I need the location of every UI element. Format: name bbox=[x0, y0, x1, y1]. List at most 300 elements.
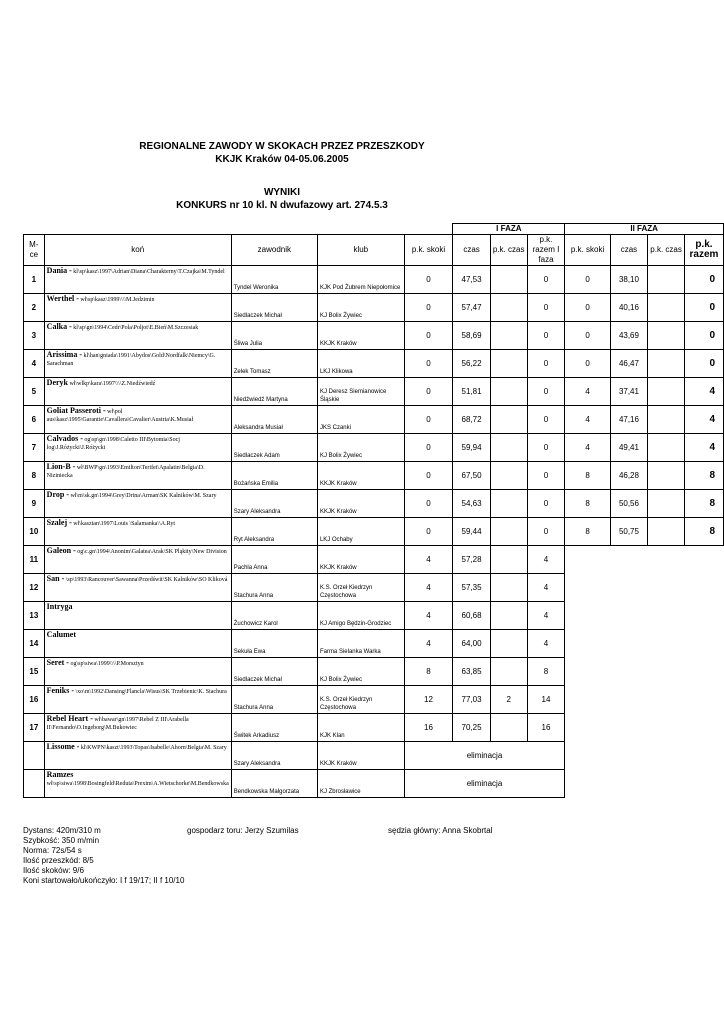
col-zawodnik: zawodnik bbox=[231, 235, 317, 266]
pk-razem-faza-cell: 4 bbox=[527, 546, 565, 574]
pk-skoki-cell: 12 bbox=[404, 686, 453, 714]
empty-cell bbox=[610, 574, 647, 602]
horse-info: og\c.gn\1994\Anonim\Galatea\Arak\SK Pląkity\New Division bbox=[77, 549, 227, 555]
empty-cell bbox=[610, 714, 647, 742]
club-cell: KKJK Kraków bbox=[317, 490, 404, 518]
horse-info: kl\sp\gn\1994\Cedr\Pola\Poljot\E.Bień\M.Szczesiak bbox=[73, 325, 199, 331]
pk-razem2-cell: 8 bbox=[684, 462, 723, 490]
czas-cell: 60,68 bbox=[453, 602, 490, 630]
col-klub: klub bbox=[317, 235, 404, 266]
horse-name: Drop - bbox=[46, 490, 69, 499]
rider-cell: Bożańska Emilia bbox=[231, 462, 317, 490]
horse-info: og\sp\gn\1998\Caletto III\Bytomia\Socj log\J.Różycki\J.Różycki bbox=[46, 437, 180, 451]
pk-razem-faza-cell: 16 bbox=[527, 714, 565, 742]
table-row bbox=[24, 630, 724, 658]
czas-cell: 56,22 bbox=[453, 350, 490, 378]
rider-cell: Żuchowicz Karol bbox=[231, 602, 317, 630]
place-cell: 14 bbox=[24, 630, 45, 658]
empty-cell bbox=[565, 770, 610, 798]
table-row bbox=[24, 294, 724, 322]
horse-cell bbox=[44, 574, 231, 602]
horse-name: Calvados - bbox=[46, 434, 83, 443]
empty-cell bbox=[565, 686, 610, 714]
pk-czas-cell bbox=[490, 294, 527, 322]
horse-info: wł\kasztan\1997\Louis \Salamanka\\A.Ryt bbox=[73, 521, 176, 527]
czas2-cell: 38,10 bbox=[610, 266, 647, 294]
pk-czas-cell bbox=[490, 546, 527, 574]
pk-skoki-cell: 16 bbox=[404, 714, 453, 742]
club-cell: K.S. Orzeł Kiedrzyn Częstochowa bbox=[317, 686, 404, 714]
table-row bbox=[24, 770, 724, 798]
place-cell: 7 bbox=[24, 434, 45, 462]
place-cell: 13 bbox=[24, 602, 45, 630]
horse-cell bbox=[44, 602, 231, 630]
empty-cell bbox=[648, 602, 685, 630]
table-row bbox=[24, 602, 724, 630]
rider-cell: Aleksandra Musiał bbox=[231, 406, 317, 434]
horse-info: wł\wlkp\kara\1997\\\\Z.Niedźwiedź bbox=[69, 381, 156, 387]
czas-cell: 63,85 bbox=[453, 658, 490, 686]
footer-koni: Koni startowało/ukończyło: I f 19/17; II f 10/10 bbox=[23, 876, 185, 885]
horse-info: \sp\1993\Rancouver\Sawanna\Przedświt\SK Kalników\SO Kliková bbox=[65, 577, 228, 583]
place-cell: 12 bbox=[24, 574, 45, 602]
pk-razem-faza-cell: 0 bbox=[527, 294, 565, 322]
club-cell: KJ Deresz Siemianowice Śląskie bbox=[317, 378, 404, 406]
pk-czas2-cell bbox=[648, 434, 685, 462]
pk-czas-cell bbox=[490, 350, 527, 378]
empty-cell bbox=[565, 714, 610, 742]
pk-skoki2-cell: 0 bbox=[565, 350, 610, 378]
pk-razem-faza-cell: 0 bbox=[527, 490, 565, 518]
empty-cell bbox=[648, 714, 685, 742]
rider-cell: Siedlaczek Michał bbox=[231, 658, 317, 686]
title-results: WYNIKI bbox=[263, 187, 301, 198]
rider-cell: Świtek Arkadiusz bbox=[231, 714, 317, 742]
horse-info: \xo\m\1992\Dansing\Flancla\Wisus\SK Trzebienic\K. Stachura bbox=[75, 689, 227, 695]
pk-razem-faza-cell: 4 bbox=[527, 630, 565, 658]
pk-skoki-cell: 8 bbox=[404, 658, 453, 686]
club-cell: LKJ Klikowa bbox=[317, 350, 404, 378]
czas2-cell: 46,47 bbox=[610, 350, 647, 378]
pk-skoki2-cell: 4 bbox=[565, 406, 610, 434]
czas2-cell: 47,16 bbox=[610, 406, 647, 434]
empty-cell bbox=[648, 546, 685, 574]
pk-czas-cell bbox=[490, 434, 527, 462]
empty-cell bbox=[648, 574, 685, 602]
rider-cell: Stachura Anna bbox=[231, 686, 317, 714]
empty-cell bbox=[565, 602, 610, 630]
czas2-cell: 49,41 bbox=[610, 434, 647, 462]
pk-czas2-cell bbox=[648, 406, 685, 434]
club-cell: KKJK Kraków bbox=[317, 742, 404, 770]
horse-cell bbox=[44, 490, 231, 518]
results-table bbox=[23, 223, 724, 798]
pk-skoki2-cell: 0 bbox=[565, 266, 610, 294]
horse-info: wł\m\sk.gn\1994\Grey\Drina\Arman\SK Kalników\M. Szary bbox=[70, 493, 217, 499]
place-cell: 9 bbox=[24, 490, 45, 518]
empty-cell bbox=[610, 546, 647, 574]
elimination-cell: eliminacja bbox=[404, 742, 565, 770]
pk-czas2-cell bbox=[648, 378, 685, 406]
club-cell: KJ Bolix Żywiec bbox=[317, 658, 404, 686]
col-pk-czas2: p.k. czas bbox=[648, 235, 685, 266]
empty-cell bbox=[648, 742, 685, 770]
table-row bbox=[24, 406, 724, 434]
empty-cell bbox=[610, 602, 647, 630]
table-row bbox=[24, 518, 724, 546]
horse-info: wł\sp\kasz\1999\\\\M.Jedzimin bbox=[80, 297, 155, 303]
rider-cell: Sekuła Ewa bbox=[231, 630, 317, 658]
horse-name: Deryk bbox=[46, 378, 68, 387]
results-body bbox=[24, 266, 724, 798]
rider-cell: Pachla Anna bbox=[231, 546, 317, 574]
horse-cell bbox=[44, 378, 231, 406]
empty-cell bbox=[684, 742, 723, 770]
pk-czas-cell bbox=[490, 322, 527, 350]
pk-czas-cell bbox=[490, 518, 527, 546]
place-cell: 1 bbox=[24, 266, 45, 294]
footer-info bbox=[23, 826, 184, 886]
pk-czas2-cell bbox=[648, 266, 685, 294]
pk-razem2-cell: 4 bbox=[684, 378, 723, 406]
pk-skoki-cell: 0 bbox=[404, 462, 453, 490]
footer-skokow: Ilość skoków: 9/6 bbox=[23, 866, 84, 875]
col-pk-skoki2: p.k. skoki bbox=[565, 235, 610, 266]
pk-razem-faza-cell: 8 bbox=[527, 658, 565, 686]
club-cell: KJK Klan bbox=[317, 714, 404, 742]
pk-razem2-cell: 4 bbox=[684, 406, 723, 434]
title-class: KONKURS nr 10 kl. N dwufazowy art. 274.5.3 bbox=[176, 200, 388, 211]
footer-sedzia: sędzia główny: Anna Skobrtal bbox=[388, 826, 493, 835]
place-cell bbox=[24, 742, 45, 770]
empty-cell bbox=[684, 658, 723, 686]
footer-dystans: Dystans: 420m/310 m bbox=[23, 826, 101, 835]
empty-cell bbox=[648, 630, 685, 658]
place-cell: 16 bbox=[24, 686, 45, 714]
horse-info: wł\bawar\gn\1997\Rebel Z III\Arabella II\Fernando\O.Ingeborg\M.Bukowiec bbox=[46, 717, 189, 731]
phase1-header: I FAZA bbox=[453, 224, 565, 235]
col-czas2: czas bbox=[610, 235, 647, 266]
pk-czas-cell bbox=[490, 602, 527, 630]
horse-cell bbox=[44, 658, 231, 686]
horse-name: Ramzes bbox=[46, 770, 74, 779]
horse-cell bbox=[44, 294, 231, 322]
horse-cell bbox=[44, 462, 231, 490]
rider-cell: Ryt Aleksandra bbox=[231, 518, 317, 546]
pk-czas2-cell bbox=[648, 518, 685, 546]
empty-cell bbox=[565, 574, 610, 602]
czas-cell: 57,35 bbox=[453, 574, 490, 602]
place-cell: 8 bbox=[24, 462, 45, 490]
empty-cell bbox=[610, 686, 647, 714]
col-kon: koń bbox=[44, 235, 231, 266]
empty-cell bbox=[610, 658, 647, 686]
col-pk-skoki: p.k. skoki bbox=[404, 235, 453, 266]
pk-czas2-cell bbox=[648, 350, 685, 378]
pk-razem2-cell: 0 bbox=[684, 322, 723, 350]
czas-cell: 64,00 bbox=[453, 630, 490, 658]
rider-cell: Siedlaczek Michał bbox=[231, 294, 317, 322]
empty-cell bbox=[684, 574, 723, 602]
pk-razem-faza-cell: 0 bbox=[527, 434, 565, 462]
horse-name: Werthel - bbox=[46, 294, 79, 303]
pk-razem-faza-cell: 0 bbox=[527, 378, 565, 406]
footer-gospodarz: gospodarz toru: Jerzy Szumilas bbox=[187, 826, 299, 835]
czas2-cell: 43,69 bbox=[610, 322, 647, 350]
place-cell: 2 bbox=[24, 294, 45, 322]
pk-skoki-cell: 0 bbox=[404, 518, 453, 546]
rider-cell: Stachura Anna bbox=[231, 574, 317, 602]
pk-czas-cell bbox=[490, 574, 527, 602]
pk-skoki-cell: 0 bbox=[404, 266, 453, 294]
horse-name: Rebel Heart - bbox=[46, 714, 93, 723]
club-cell: KKJK Kraków bbox=[317, 546, 404, 574]
pk-skoki-cell: 0 bbox=[404, 378, 453, 406]
club-cell: KJ Bolix Żywiec bbox=[317, 434, 404, 462]
pk-skoki-cell: 4 bbox=[404, 602, 453, 630]
table-row bbox=[24, 490, 724, 518]
pk-razem-faza-cell: 0 bbox=[527, 266, 565, 294]
pk-razem-faza-cell: 0 bbox=[527, 518, 565, 546]
phase2-header: II FAZA bbox=[565, 224, 724, 235]
horse-cell bbox=[44, 406, 231, 434]
empty-cell bbox=[610, 630, 647, 658]
rider-cell: Siedlaczek Adam bbox=[231, 434, 317, 462]
czas2-cell: 50,56 bbox=[610, 490, 647, 518]
table-row bbox=[24, 742, 724, 770]
pk-czas-cell bbox=[490, 490, 527, 518]
horse-name: Calumet bbox=[46, 630, 76, 639]
place-cell: 10 bbox=[24, 518, 45, 546]
rider-cell: Szary Aleksandra bbox=[231, 742, 317, 770]
empty-cell bbox=[610, 742, 647, 770]
rider-cell: Szary Aleksandra bbox=[231, 490, 317, 518]
horse-name: Dania - bbox=[46, 266, 72, 275]
horse-name: Feniks - bbox=[46, 686, 75, 695]
club-cell: JKS Czanki bbox=[317, 406, 404, 434]
empty-cell bbox=[648, 770, 685, 798]
col-pk-czas: p.k. czas bbox=[490, 235, 527, 266]
title-venue: KKJK Kraków 04-05.06.2005 bbox=[215, 154, 349, 165]
pk-czas-cell bbox=[490, 630, 527, 658]
empty-cell bbox=[684, 546, 723, 574]
horse-cell bbox=[44, 686, 231, 714]
pk-razem2-cell: 0 bbox=[684, 350, 723, 378]
horse-info: wł\sp\siwa\1998\Bosingfeld\Reduta\Prexim\A.Wietschorke\M.Bendkowska bbox=[46, 781, 229, 787]
rider-cell: Zelek Tomasz bbox=[231, 350, 317, 378]
horse-cell bbox=[44, 350, 231, 378]
empty-cell bbox=[565, 546, 610, 574]
pk-skoki-cell: 0 bbox=[404, 350, 453, 378]
czas-cell: 58,69 bbox=[453, 322, 490, 350]
czas2-cell: 37,41 bbox=[610, 378, 647, 406]
pk-razem2-cell: 4 bbox=[684, 434, 723, 462]
place-cell: 15 bbox=[24, 658, 45, 686]
col-pk-razem2: p.k. razem bbox=[684, 235, 723, 266]
pk-czas-cell: 2 bbox=[490, 686, 527, 714]
pk-razem2-cell: 8 bbox=[684, 490, 723, 518]
horse-info: wł\pol aus\kasz\1995\Garantie\Cavallera\Cavalier\Austria\K.Musiał bbox=[46, 409, 194, 423]
horse-cell bbox=[44, 322, 231, 350]
horse-cell bbox=[44, 266, 231, 294]
horse-name: Seret - bbox=[46, 658, 69, 667]
pk-razem-faza-cell: 0 bbox=[527, 350, 565, 378]
table-row bbox=[24, 434, 724, 462]
club-cell: Farma Sielanka Warka bbox=[317, 630, 404, 658]
rider-cell: Śliwa Julia bbox=[231, 322, 317, 350]
table-row bbox=[24, 462, 724, 490]
pk-razem2-cell: 0 bbox=[684, 294, 723, 322]
pk-czas-cell bbox=[490, 658, 527, 686]
czas2-cell: 46,28 bbox=[610, 462, 647, 490]
place-cell: 3 bbox=[24, 322, 45, 350]
pk-czas2-cell bbox=[648, 322, 685, 350]
horse-info: kl\han\gniada\1991\Abydos\Gold\Nordfalk\Niemcy\G. Sarachman bbox=[46, 353, 216, 367]
place-cell bbox=[24, 770, 45, 798]
horse-name: San - bbox=[46, 574, 65, 583]
table-row bbox=[24, 378, 724, 406]
col-mce: M-ce bbox=[24, 235, 45, 266]
horse-name: Goliat Passeroti - bbox=[46, 406, 106, 415]
empty-cell bbox=[684, 602, 723, 630]
empty-cell bbox=[565, 658, 610, 686]
horse-name: Galeon - bbox=[46, 546, 76, 555]
title-competition: REGIONALNE ZAWODY W SKOKACH PRZEZ PRZESZKODY bbox=[139, 141, 425, 152]
table-row bbox=[24, 574, 724, 602]
club-cell: KJ Amigo Będzin-Grodziec bbox=[317, 602, 404, 630]
club-cell: KJ Zbrosławice bbox=[317, 770, 404, 798]
czas-cell: 51,81 bbox=[453, 378, 490, 406]
pk-razem-faza-cell: 4 bbox=[527, 602, 565, 630]
club-cell: KJK Pod Żubrem Niepołomice bbox=[317, 266, 404, 294]
pk-razem-faza-cell: 0 bbox=[527, 462, 565, 490]
pk-czas2-cell bbox=[648, 490, 685, 518]
place-cell: 6 bbox=[24, 406, 45, 434]
table-row bbox=[24, 350, 724, 378]
pk-skoki2-cell: 8 bbox=[565, 518, 610, 546]
horse-info: wł\BWP\gn\1993\Emilton\Terifet\Apalatin\Belgia\D. Niziniecka bbox=[46, 465, 205, 479]
pk-razem-faza-cell: 0 bbox=[527, 322, 565, 350]
horse-name: Lissome - bbox=[46, 742, 80, 751]
pk-razem2-cell: 8 bbox=[684, 518, 723, 546]
pk-skoki-cell: 4 bbox=[404, 546, 453, 574]
pk-czas-cell bbox=[490, 714, 527, 742]
horse-name: Lion-B - bbox=[46, 462, 76, 471]
czas-cell: 77,03 bbox=[453, 686, 490, 714]
pk-skoki2-cell: 4 bbox=[565, 434, 610, 462]
rider-cell: Bendkowska Małgorzata bbox=[231, 770, 317, 798]
pk-razem-faza-cell: 0 bbox=[527, 406, 565, 434]
place-cell: 17 bbox=[24, 714, 45, 742]
pk-skoki-cell: 0 bbox=[404, 490, 453, 518]
pk-czas2-cell bbox=[648, 294, 685, 322]
rider-cell: Tyndel Weronika bbox=[231, 266, 317, 294]
horse-cell bbox=[44, 770, 231, 798]
czas-cell: 59,44 bbox=[453, 518, 490, 546]
pk-skoki2-cell: 4 bbox=[565, 378, 610, 406]
table-row bbox=[24, 322, 724, 350]
pk-razem-faza-cell: 14 bbox=[527, 686, 565, 714]
horse-cell bbox=[44, 630, 231, 658]
footer-norma: Norma: 72s/54 s bbox=[23, 846, 82, 855]
club-cell: KKJK Kraków bbox=[317, 322, 404, 350]
horse-cell bbox=[44, 434, 231, 462]
footer-szybkosc: Szybkość: 350 m/min bbox=[23, 836, 100, 845]
pk-skoki2-cell: 8 bbox=[565, 462, 610, 490]
club-cell: K.S. Orzeł Kiedrzyn Częstochowa bbox=[317, 574, 404, 602]
pk-skoki-cell: 0 bbox=[404, 406, 453, 434]
empty-cell bbox=[684, 770, 723, 798]
pk-skoki-cell: 4 bbox=[404, 574, 453, 602]
pk-skoki2-cell: 8 bbox=[565, 490, 610, 518]
place-cell: 4 bbox=[24, 350, 45, 378]
footer-przeszkod: Ilość przeszkód: 8/5 bbox=[23, 856, 94, 865]
pk-czas2-cell bbox=[648, 462, 685, 490]
pk-skoki-cell: 0 bbox=[404, 434, 453, 462]
table-row bbox=[24, 686, 724, 714]
table-row bbox=[24, 658, 724, 686]
pk-czas-cell bbox=[490, 406, 527, 434]
horse-cell bbox=[44, 714, 231, 742]
czas-cell: 57,47 bbox=[453, 294, 490, 322]
horse-name: Intryga bbox=[46, 602, 73, 611]
pk-skoki-cell: 4 bbox=[404, 630, 453, 658]
table-row bbox=[24, 266, 724, 294]
horse-cell bbox=[44, 742, 231, 770]
table-row bbox=[24, 714, 724, 742]
results-header bbox=[24, 224, 724, 266]
horse-name: Calka - bbox=[46, 322, 72, 331]
empty-cell bbox=[648, 658, 685, 686]
czas-cell: 70,25 bbox=[453, 714, 490, 742]
pk-czas-cell bbox=[490, 378, 527, 406]
club-cell: KKJK Kraków bbox=[317, 462, 404, 490]
pk-skoki-cell: 0 bbox=[404, 294, 453, 322]
horse-info: kl\KWPN\kaszt\1993\Topas\Isabelle\Ahorn\Belgia\M. Szary bbox=[80, 745, 227, 751]
empty-cell bbox=[684, 714, 723, 742]
czas2-cell: 40,16 bbox=[610, 294, 647, 322]
pk-razem2-cell: 0 bbox=[684, 266, 723, 294]
empty-cell bbox=[565, 742, 610, 770]
pk-razem-faza-cell: 4 bbox=[527, 574, 565, 602]
czas-cell: 47,53 bbox=[453, 266, 490, 294]
pk-czas-cell bbox=[490, 266, 527, 294]
pk-czas-cell bbox=[490, 462, 527, 490]
empty-cell bbox=[565, 630, 610, 658]
horse-info: og\sp\siwa\1999\\\\P.Morsztyn bbox=[70, 661, 144, 667]
czas-cell: 54,63 bbox=[453, 490, 490, 518]
empty-cell bbox=[610, 770, 647, 798]
czas-cell: 59,94 bbox=[453, 434, 490, 462]
empty-cell bbox=[648, 686, 685, 714]
empty-cell bbox=[684, 630, 723, 658]
czas-cell: 67,50 bbox=[453, 462, 490, 490]
horse-info: kl\sp\kasz\1997\Adrian\Diana\Charakterny\T.Czajka\M.Tyndel bbox=[73, 269, 225, 275]
rider-cell: Niedźwiedź Martyna bbox=[231, 378, 317, 406]
pk-skoki2-cell: 0 bbox=[565, 322, 610, 350]
czas-cell: 68,72 bbox=[453, 406, 490, 434]
elimination-cell: eliminacja bbox=[404, 770, 565, 798]
horse-cell bbox=[44, 546, 231, 574]
pk-skoki2-cell: 0 bbox=[565, 294, 610, 322]
empty-cell bbox=[684, 686, 723, 714]
place-cell: 5 bbox=[24, 378, 45, 406]
club-cell: LKJ Ochaby bbox=[317, 518, 404, 546]
col-pk-razem-faza: p.k. razem I faza bbox=[527, 235, 565, 266]
czas-cell: 57,28 bbox=[453, 546, 490, 574]
place-cell: 11 bbox=[24, 546, 45, 574]
table-row bbox=[24, 546, 724, 574]
